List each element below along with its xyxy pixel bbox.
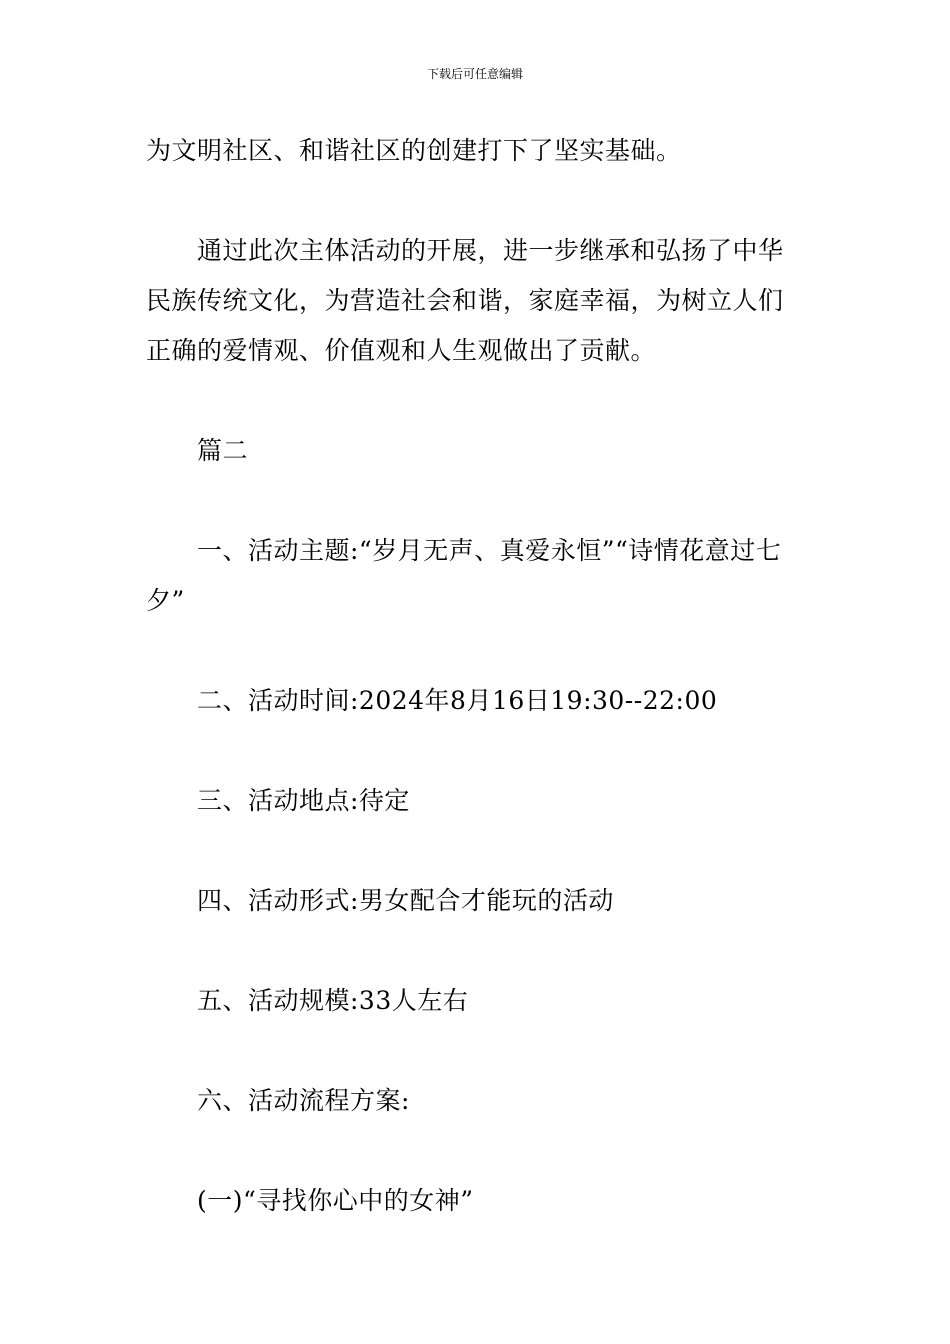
activity-process: 六、活动流程方案: [197,1086,410,1115]
section-heading: 篇二 [197,436,249,465]
page-header: 下载后可任意编辑 [426,67,523,81]
activity-scale: 五、活动规模:33人左右 [197,986,469,1015]
document-body [146,126,808,1226]
process-item-1: (一)“寻找你心中的女神” [197,1186,474,1215]
activity-format: 四、活动形式:男女配合才能玩的活动 [197,886,614,915]
paragraph-2: 通过此次主体活动的开展，进一步继承和弘扬了中华民族传统文化，为营造社会和谐，家庭幸福，为树立人们正确的爱情观、价值观和人生观做出了贡献。 [146,236,784,365]
activity-theme: 一、活动主题:“岁月无声、真爱永恒”“诗情花意过七夕” [146,536,782,615]
activity-location: 三、活动地点:待定 [197,786,410,815]
paragraph-1: 为文明社区、和谐社区的创建打下了坚实基础。 [146,136,682,165]
activity-time: 二、活动时间:2024年8月16日19:30--22:00 [197,686,718,715]
